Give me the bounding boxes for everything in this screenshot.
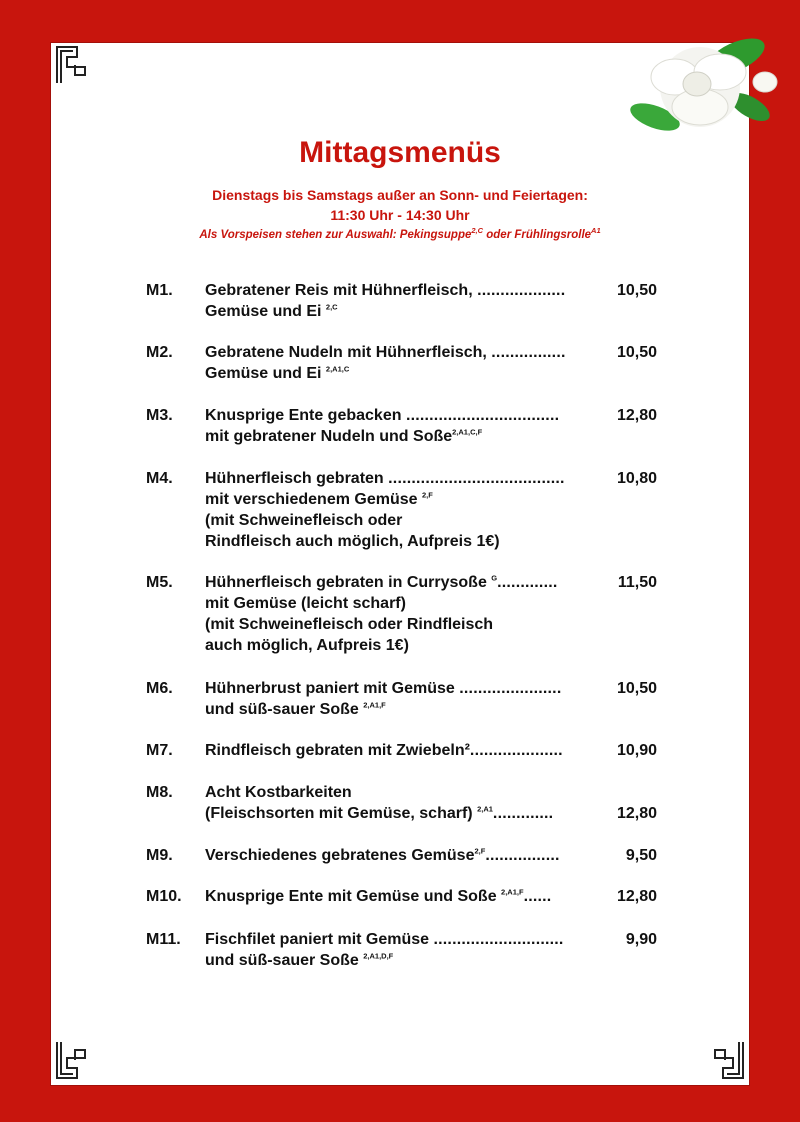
item-description: Hühnerbrust paniert mit Gemüse ...................... und süß-sauer Soße $^{2,A1,F}$ <box>205 680 562 718</box>
corner-ornament-top-left <box>55 45 95 85</box>
item-number: M3. <box>146 407 173 424</box>
starter-note: Als Vorspeisen stehen zur Auswahl: Pekingsuppe$^{2,C}$ oder Frühlingsrolle$^{A1}$ <box>199 226 601 241</box>
item-number: M5. <box>146 574 173 591</box>
item-price: 11,50 <box>617 574 657 591</box>
gardenia-flower-decoration <box>615 22 785 142</box>
item-number: M4. <box>146 470 173 487</box>
item-description: Verschiedenes gebratenes Gemüse$^{2,F}$................ <box>205 846 560 864</box>
item-description: Knusprige Ente mit Gemüse und Soße $^{2,A1,F}$...... <box>205 887 552 905</box>
item-price: 10,50 <box>616 282 657 299</box>
item-description: Hühnerfleisch gebraten in Currysoße $^G$............. mit Gemüse (leicht scharf) (mit Schweinefleisch oder Rindfleisch auch möglich, Aufpreis 1€) <box>205 573 558 654</box>
item-description: Gebratene Nudeln mit Hühnerfleisch, ................ Gemüse und Ei $^{2,A1,C}$ <box>205 344 566 382</box>
item-price: 9,90 <box>625 931 657 948</box>
item-description: Gebratener Reis mit Hühnerfleisch, ................... Gemüse und Ei $^{2,C}$ <box>205 282 566 320</box>
item-number: M7. <box>146 742 173 759</box>
item-price: 12,80 <box>616 805 657 822</box>
item-number: M11. <box>146 931 181 948</box>
item-price: 10,50 <box>616 344 657 361</box>
item-price: 12,80 <box>616 407 657 424</box>
item-price: 9,50 <box>625 847 657 864</box>
item-number: M6. <box>146 680 173 697</box>
corner-ornament-bottom-right <box>705 1040 745 1080</box>
item-price: 12,80 <box>616 888 657 905</box>
opening-hours: 11:30 Uhr - 14:30 Uhr <box>330 207 470 223</box>
item-price: 10,80 <box>616 470 657 487</box>
item-price: 10,90 <box>616 742 657 759</box>
item-description: Acht Kostbarkeiten (Fleischsorten mit Gemüse, scharf) $^{2,A1}$............. <box>205 784 554 822</box>
corner-ornament-bottom-left <box>55 1040 95 1080</box>
item-description: Knusprige Ente gebacken ................................. mit gebratener Nudeln und Soße$^{2,A1,C,F}$ <box>205 407 560 445</box>
page-title: Mittagsmenüs <box>299 136 501 169</box>
item-number: M1. <box>146 282 173 299</box>
item-number: M8. <box>146 784 173 801</box>
opening-days: Dienstags bis Samstags außer an Sonn- und Feiertagen: <box>212 187 588 203</box>
item-description: Hühnerfleisch gebraten ...................................... mit verschiedenem Gemüse $^{2,F}$ (mit Schweinefleisch oder Rindfleisch auch möglich, Aufpreis 1€) <box>205 470 565 550</box>
item-description: Rindfleisch gebraten mit Zwiebeln².................... <box>205 742 563 759</box>
item-description: Fischfilet paniert mit Gemüse ............................ und süß-sauer Soße $^{2,A1,D,F}$ <box>205 931 564 969</box>
item-number: M9. <box>146 847 173 864</box>
item-price: 10,50 <box>616 680 657 697</box>
item-number: M2. <box>146 344 173 361</box>
item-number: M10. <box>146 888 182 905</box>
